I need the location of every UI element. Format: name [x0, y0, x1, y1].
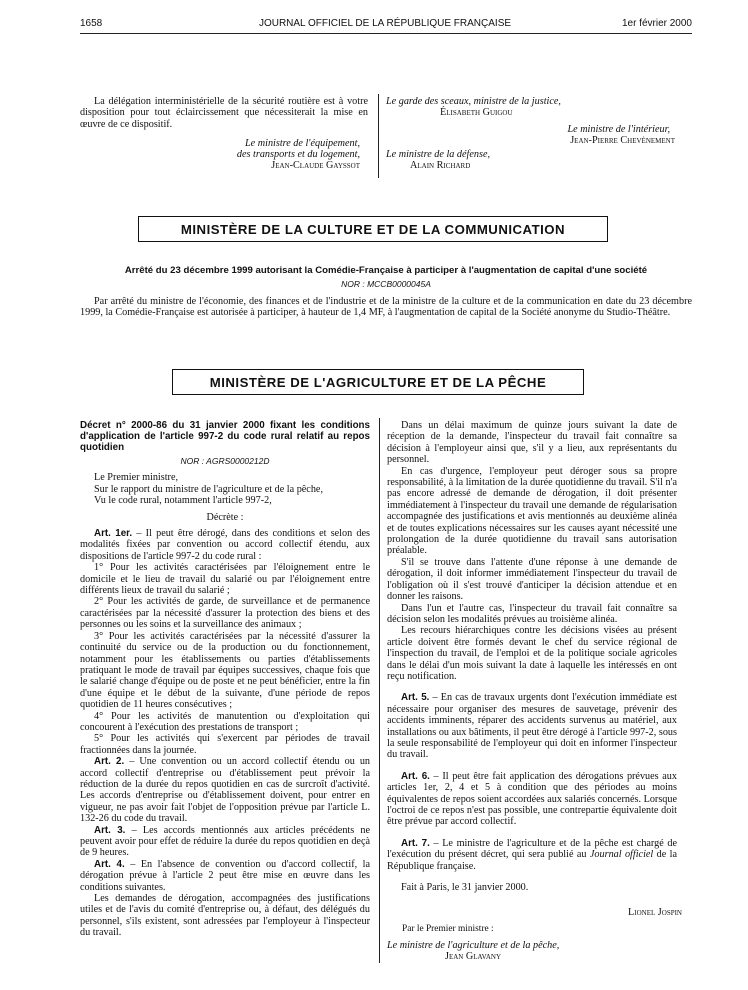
- column-divider-main: [379, 418, 380, 963]
- article-4-paragraph-7: Les recours hiérarchiques contre les décisions visées au présent article doivent être formés devant le chef du service régional de l'inspection du travail, de l'emploi et de la politique sociale agricoles dans le délai d'un mois suivant la date à laquelle les intéressés en ont reçu notification.: [387, 625, 677, 682]
- article-2-label: Art. 2.: [94, 756, 125, 768]
- par-le-premier-ministre: Par le Premier ministre :: [402, 924, 494, 934]
- article-6-text: – Il peut être fait application des dérogations prévues aux articles 1er, 2, 4 et 5 à condition que des périodes au moins équivalentes de repos soient accordées aux salariés concernés. Lorsque l'octroi de ce repos n'est pas possible, une contrepartie équivalente doit être prévue par accord collectif.: [387, 770, 677, 828]
- signature-premier-ministre-name: Lionel Jospin: [628, 907, 682, 918]
- article-7-text-b: de la République française.: [387, 849, 678, 872]
- signature-justice-name: Élisabeth Guigou: [440, 107, 513, 118]
- preamble-code-rural: Vu le code rural, notamment l'article 997-2,: [94, 495, 272, 507]
- article-7-label: Art. 7.: [401, 837, 430, 849]
- article-2-text: – Une convention ou un accord collectif étendu ou un accord collectif d'entreprise ou d'établissement peut prévoir la réduction de la durée du repos quotidien en cas de surcroît d'activité. Les accords d'entreprise ou d'établissement doivent, pour entrer en vigueur, ne pas avoir fait l'objet de l'opposition prévue par l'article L. 132-26 du code du travail.: [80, 756, 371, 825]
- article-1-item-4: 4° Pour les activités de manutention ou d'exploitation qui concourent à l'exécution des prestations de transport ;: [80, 710, 370, 733]
- article-3-text: – Les accords mentionnés aux articles précédents ne peuvent avoir pour effet de réduire la durée du repos quotidien en deçà de 9 heures.: [80, 824, 370, 859]
- arrete-title: Arrêté du 23 décembre 1999 autorisant la Comédie-Française à participer à l'augmentation de capital d'une société: [124, 265, 648, 276]
- article-7: [387, 838, 677, 872]
- preamble-rapport: Sur le rapport du ministre de l'agriculture et de la pêche,: [94, 483, 323, 495]
- article-4-paragraph-5: S'il se trouve dans l'attente d'une réponse à une demande de dérogation, il doit informer immédiatement l'inspecteur du travail de l'obligation où il s'est trouvé d'anticiper la décision attendue et en donner les raisons.: [387, 556, 677, 603]
- article-4-paragraph-2: Les demandes de dérogation, accompagnées des justifications utiles et de l'avis du comité d'entreprise ou, à défaut, des délégués du personnel, s'ils existent, sont adressées par l'employeur à l'inspecteur du travail.: [80, 893, 370, 939]
- article-1-item-1: 1° Pour les activités caractérisées par l'éloignement entre le domicile et le lieu de travail du salarié ou par l'éloignement entre différents lieux de travail du salarié ;: [80, 562, 370, 597]
- article-4-paragraph-6: Dans l'un et l'autre cas, l'inspecteur du travail fait connaître sa décision selon les modalités prévues au troisième alinéa.: [387, 602, 677, 625]
- article-4-text: – En l'absence de convention ou d'accord collectif, la dérogation prévue à l'article 2 peut être mise en œuvre dans les conditions suivantes.: [80, 858, 371, 893]
- decrete-label: Décrète :: [206, 511, 244, 523]
- article-1-item-5: 5° Pour les activités qui s'exercent par périodes de travail fractionnées dans la journée.: [80, 733, 370, 756]
- signature-interieur-name: Jean-Pierre Chevènement: [570, 135, 675, 146]
- article-7-journal-officiel: Journal officiel: [589, 849, 654, 861]
- signature-equipement-name: Jean-Claude Gayssot: [271, 160, 360, 171]
- ministry-culture-banner: MINISTÈRE DE LA CULTURE ET DE LA COMMUNICATION: [138, 216, 608, 242]
- article-1-item-3: 3° Pour les activités caractérisées par la nécessité d'assurer la continuité du service ou de la production ou du fonctionnement, notamment pour les établissements ou parties d'établissements pratiquant le mode de travail par équipes successives, chaque fois que le salarié change d'équipe ou de poste et ne peut bénéficier, entre la fin d'une équipe et le début de la suivante, d'une période de repos quotidien de 11 heures consécutives ;: [80, 630, 370, 711]
- article-4-paragraph-3: Dans un délai maximum de quinze jours suivant la date de réception de la demande, l'inspecteur du travail fait connaître sa décision à l'employeur ainsi que, s'il y a lieu, aux représentants du personnel.: [387, 420, 677, 466]
- arrete-nor: NOR : MCCB0000045A: [341, 279, 431, 289]
- delegation-paragraph: La délégation interministérielle de la sécurité routière est à votre disposition pour tout éclaircissement que nécessiterait la mise en œuvre de ce dispositif.: [80, 96, 368, 130]
- signature-equipement-title-2: des transports et du logement,: [236, 149, 360, 160]
- right-column: [387, 420, 677, 893]
- journal-title: JOURNAL OFFICIEL DE LA RÉPUBLIQUE FRANÇAISE: [258, 18, 512, 29]
- article-6-label: Art. 6.: [401, 770, 430, 782]
- article-3-label: Art. 3.: [94, 824, 126, 836]
- signature-defense-title: Le ministre de la défense,: [386, 149, 491, 160]
- article-5: [387, 692, 677, 760]
- header-rule: [80, 33, 692, 34]
- ministry-agriculture-banner: MINISTÈRE DE L'AGRICULTURE ET DE LA PÊCHE: [172, 369, 584, 395]
- article-1-text: – Il peut être dérogé, dans des conditions et selon des modalités fixées par convention ou accord collectif étendu, aux dispositions de l'article 997-2 du code rural :: [80, 528, 370, 562]
- signature-agriculture-name: Jean Glavany: [445, 951, 502, 962]
- article-1: [80, 528, 370, 562]
- article-4-paragraph-4: En cas d'urgence, l'employeur peut déroger sous sa propre responsabilité, à la limitation de la durée quotidienne du travail. S'il n'a pas encore adressé de demande de dérogation, il doit présenter immédiatement à l'inspecteur du travail une demande de régularisation accompagnée des justifications et avis mentionnés au deuxième alinéa et de toutes explications nécessaires sur les causes ayant nécessité une prolongation de la durée quotidienne du travail sans autorisation préalable.: [387, 465, 677, 557]
- article-1-item-2: 2° Pour les activités de garde, de surveillance et de permanence caractérisées par la nécessité d'assurer la protection des biens et des personnes ou les soins et la surveillance des animaux ;: [80, 596, 370, 631]
- article-3: [80, 825, 370, 859]
- column-divider-top: [378, 94, 379, 178]
- signature-equipement-title-1: Le ministre de l'équipement,: [245, 138, 360, 149]
- article-5-label: Art. 5.: [401, 692, 430, 704]
- arrete-body: Par arrêté du ministre de l'économie, des finances et de l'industrie et de la ministre de la culture et de la communication en date du 23 décembre 1999, la Comédie-Française est autorisée à participer, à hauteur de 1,4 MF, à l'augmentation de capital de la Société anonyme du Studio-Théâtre.: [80, 296, 692, 319]
- signature-interieur-title: Le ministre de l'intérieur,: [567, 124, 670, 135]
- article-4-label: Art. 4.: [94, 858, 125, 870]
- article-7-text-a: – Le ministre de l'agriculture et de la pêche est chargé de l'exécution du présent décret, qui sera publié au: [387, 837, 677, 861]
- article-5-text: – En cas de travaux urgents dont l'exécution immédiate est nécessaire pour organiser des mesures de sauvetage, prévenir des accidents imminents, réparer des accidents survenus au matériel, aux installations ou aux bâtiments, il peut être dérogé à l'article 997-2, sous la seule responsabilité de l'employeur qui doit en informer l'inspecteur du travail.: [387, 692, 677, 761]
- preamble-premier-ministre: Le Premier ministre,: [94, 472, 179, 484]
- fait-a-paris: Fait à Paris, le 31 janvier 2000.: [401, 882, 529, 894]
- signature-defense-name: Alain Richard: [410, 160, 471, 171]
- signature-justice-title: Le garde des sceaux, ministre de la justice,: [386, 96, 561, 107]
- article-2: [80, 756, 370, 824]
- article-4: [80, 859, 370, 893]
- decret-nor: NOR : AGRS0000212D: [180, 456, 270, 466]
- issue-date: 1er février 2000: [621, 18, 692, 29]
- left-column: [80, 420, 370, 939]
- signature-agriculture-title: Le ministre de l'agriculture et de la pêche,: [387, 940, 560, 951]
- page-number: 1658: [80, 18, 103, 29]
- decret-title: Décret n° 2000-86 du 31 janvier 2000 fixant les conditions d'application de l'article 997-2 du code rural relatif au repos quotidien: [80, 420, 370, 453]
- article-1-label: Art. 1er.: [94, 528, 133, 540]
- article-6: [387, 771, 677, 828]
